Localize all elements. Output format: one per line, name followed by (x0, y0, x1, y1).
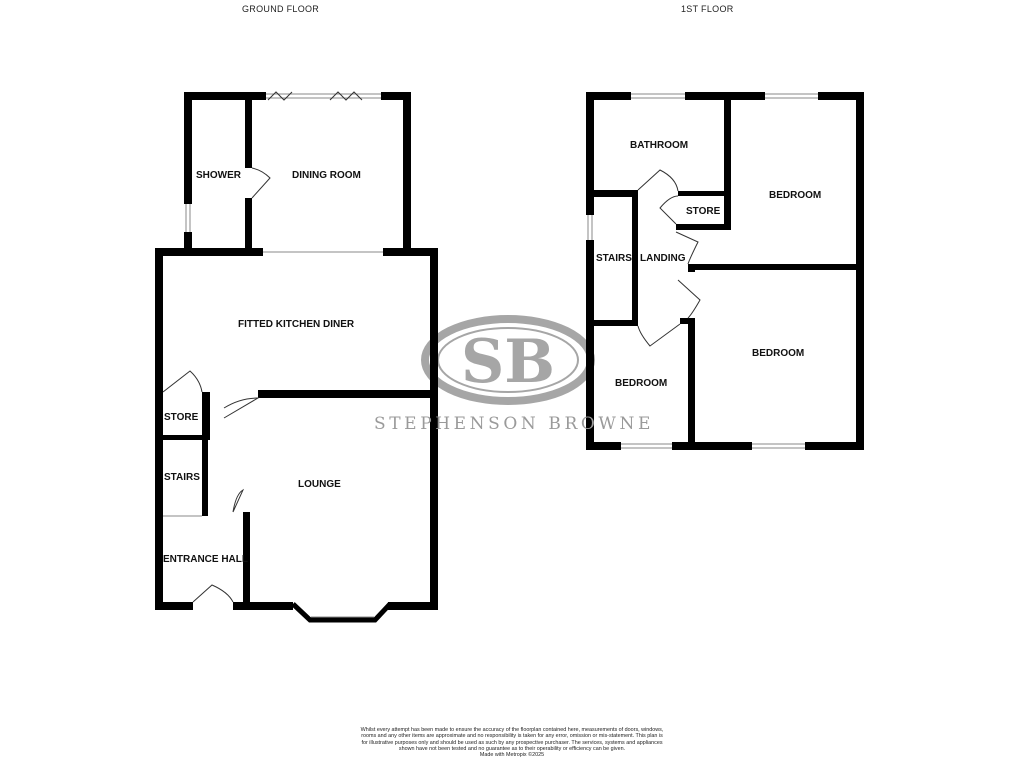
room-label-shower: SHOWER (196, 170, 241, 181)
disclaimer-text: Whilst every attempt has been made to ensure the accuracy of the floorplan contained here, measurements of doors, windows, rooms and any other items are approximate and no responsibility is taken for any error, omission or mis-statement. This plan is for illustrative purposes only and should be used as such by any prospective purchaser. The services, systems and appliances shown have not been tested and no guarantee as to their operability or efficiency can be given. (360, 727, 664, 752)
room-label-entrance-hall: ENTRANCE HALL (163, 554, 248, 565)
room-label-fitted-kitchen-diner: FITTED KITCHEN DINER (238, 319, 355, 330)
room-label-landing: LANDING (640, 253, 686, 264)
first-floor-title: 1ST FLOOR (681, 4, 734, 14)
ground-floor-doors (163, 92, 362, 602)
room-label-bedroom-small: BEDROOM (615, 378, 668, 389)
room-label-lounge: LOUNGE (298, 479, 341, 490)
ground-floor-title: GROUND FLOOR (242, 4, 320, 14)
first-floor-walls (586, 92, 864, 450)
first-floor-details (588, 94, 818, 448)
room-label-stairs: STAIRS (164, 472, 200, 483)
room-label-dining-room: DINING ROOM (292, 170, 361, 181)
room-label-bedroom-rear: BEDROOM (769, 190, 822, 201)
room-label-bedroom-front: BEDROOM (752, 348, 805, 359)
credit-text: Made with Metropix ©2025 (479, 752, 545, 759)
room-label-bathroom: BATHROOM (630, 140, 689, 151)
room-label-stairs-first: STAIRS (596, 253, 632, 264)
watermark-logo (425, 319, 591, 401)
svg-text:SB: SB (460, 327, 556, 397)
room-label-store: STORE (164, 412, 199, 423)
watermark-text: STEPHENSON BROWNE (374, 414, 654, 434)
room-label-store-first: STORE (686, 206, 721, 217)
disclaimer (360, 727, 664, 758)
